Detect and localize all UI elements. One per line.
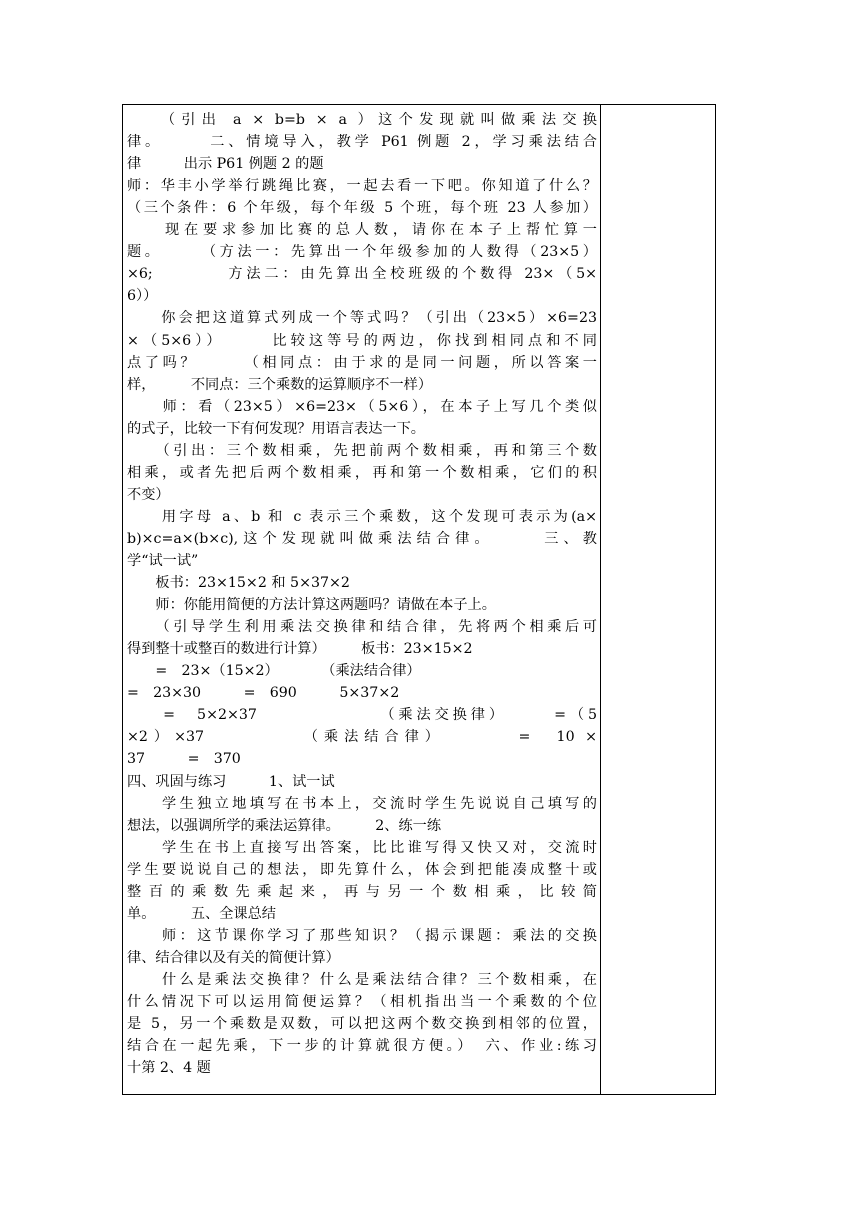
- text-line: （引出：三个数相乘，先把前两个数相乘，再和第三个数: [127, 442, 597, 459]
- text-line: b)×c=a×(b×c),这个发现就叫做乘法结合律。 三、教: [127, 530, 597, 547]
- text-line: = 5×2×37 （乘法交换律） =（5: [127, 707, 597, 724]
- text-line: ×2）×37 （乘法结合律） = 10 ×: [127, 729, 597, 746]
- text-line: 结合在一起先乘，下一步的计算就很方便。） 六、作业:练习: [127, 1038, 597, 1055]
- lesson-content-cell: [123, 105, 600, 1094]
- text-line: （引出 a × b=b × a ）这个发现就叫做乘法交换: [127, 112, 597, 128]
- text-line: 你会把这道算式列成一个等式吗？（引出（23×5）×6=23: [127, 310, 597, 327]
- text-line: 师：这节课你学习了那些知识？（揭示课题：乘法的交换: [127, 927, 597, 944]
- text-line: 律。 二、情境导入，教学 P61 例题 2，学习乘法结合: [127, 134, 597, 151]
- text-line: 师：你能用简便的方法计算这两题吗？请做在本子上。: [127, 597, 496, 614]
- text-line: 6））: [127, 288, 158, 305]
- text-line: 37 = 370: [127, 751, 241, 768]
- text-line: 现在要求参加比赛的总人数，请你在本子上帮忙算一: [127, 222, 597, 239]
- text-line: （三个条件：6 个年级，每个年级 5 个班，每个班 23 人参加）: [127, 200, 597, 217]
- text-line: 律、结合律以及有关的简便计算）: [127, 949, 340, 966]
- text-line: 学生独立地填写在书本上，交流时学生先说说自己填写的: [127, 795, 597, 812]
- text-line: 得到整十或整百的数进行计算） 板书：23×15×2: [127, 641, 473, 658]
- text-line: 学“试一试”: [127, 553, 199, 569]
- text-line: 师：看（23×5）×6=23×（5×6），在本子上写几个类似: [127, 398, 597, 415]
- text-line: 四、巩固与练习 1、试一试: [127, 773, 335, 790]
- text-line: 整百的乘数先乘起来，再与另一个数相乘，比较简: [127, 883, 597, 900]
- text-line: 板书：23×15×2 和 5×37×2: [127, 575, 350, 592]
- text-line: 想法，以强调所学的乘法运算律。 2、练一练: [127, 817, 442, 834]
- text-line: 不变）: [127, 486, 170, 503]
- text-line: 点了吗？ （相同点：由于求的是同一问题，所以答案一: [127, 354, 597, 371]
- text-line: 律 出示 P61 例题 2 的题: [127, 156, 324, 173]
- text-line: ×6; 方法二：由先算出全校班级的个数得 23×（5×: [127, 266, 597, 283]
- lesson-plan-table: [122, 104, 716, 1095]
- text-line: ×（5×6）） 比较这等号的两边，你找到相同点和不同: [127, 332, 597, 349]
- text-line: 样， 不同点：三个乘数的运算顺序不一样）: [127, 376, 433, 393]
- text-line: 相乘，或者先把后两个数相乘，再和第一个数相乘，它们的积: [127, 464, 597, 481]
- text-line: 是 5，另一个乘数是双数，可以把这两个数交换到相邻的位置，: [127, 1016, 597, 1033]
- text-line: 什么是乘法交换律？什么是乘法结合律？三个数相乘，在: [127, 971, 597, 988]
- text-line: （引导学生利用乘法交换律和结合律，先将两个相乘后可: [127, 619, 597, 636]
- text-line: 学生在书上直接写出答案，比比谁写得又快又对，交流时: [127, 839, 597, 856]
- text-line: 学生要说说自己的想法，即先算什么，体会到把能凑成整十或: [127, 861, 597, 878]
- text-line: 的式子，比较一下有何发现？用语言表达一下。: [127, 420, 425, 437]
- text-line: 十第 2、4 题: [127, 1060, 211, 1077]
- text-line: 题。 （方法一：先算出一个年级参加的人数得（23×5）: [127, 244, 597, 261]
- text-line: 单。 五、全课总结: [127, 905, 276, 922]
- text-line: 用字母 a、b 和 c 表示三个乘数，这个发现可表示为(a×: [127, 508, 597, 525]
- text-line: 师：华丰小学举行跳绳比赛，一起去看一下吧。你知道了什么？: [127, 178, 597, 195]
- text-line: 什么情况下可以运用简便运算？（相机指出当一个乘数的个位: [127, 994, 597, 1010]
- notes-cell: [601, 105, 715, 1094]
- text-line: = 23×（15×2） （乘法结合律）: [127, 663, 421, 680]
- text-line: = 23×30 = 690 5×37×2: [127, 685, 400, 702]
